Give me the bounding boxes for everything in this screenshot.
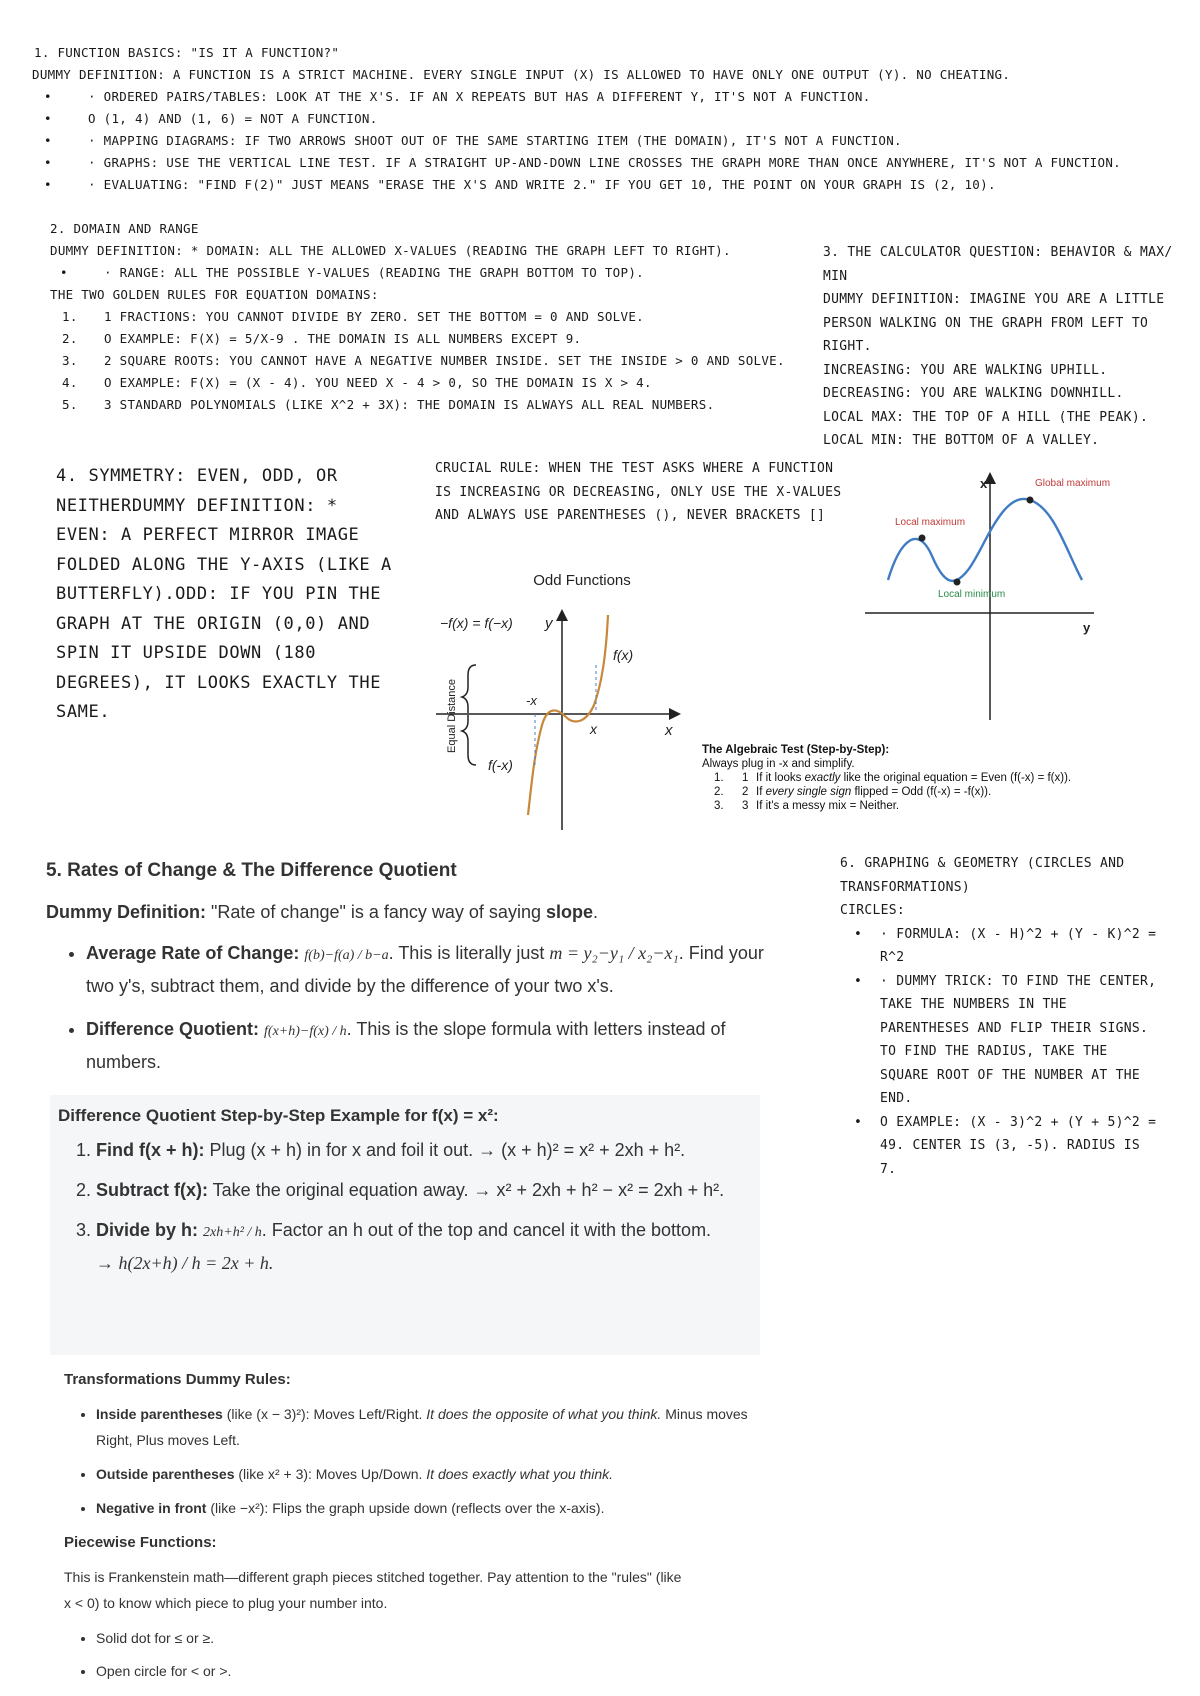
example-step-3-text: Factor an h out of the top and cancel it with the bottom. [266,1220,712,1240]
list-item [96,1461,764,1487]
arc-text-a: This is literally just [398,943,550,963]
dq-text: This is the slope formula with letters instead of numbers. [86,1019,726,1072]
max-min-y-label: y [1083,620,1091,635]
rule-3-label: Negative in front [96,1500,207,1516]
rule-1-text-a: (like (x − 3)²): Moves Left/Right. [222,1406,427,1422]
list-item: • Open circle for < or >. [96,1655,684,1688]
list-item: 4. O EXAMPLE: F(X) = (X - 4). YOU NEED X - 4 > 0, SO THE DOMAIN IS X > 4. [62,375,652,390]
difference-quotient-example [50,1095,760,1355]
odd-function-curve [528,615,608,815]
odd-functions-x-axis-label: x [665,722,673,739]
list-item [702,785,1192,799]
list-item: • O EXAMPLE: (X - 3)^2 + (Y + 5)^2 = 49. CENTER IS (3, -5). RADIUS IS 7. [854,1114,1157,1177]
max-min-graph [860,470,1200,725]
odd-functions-y-label: y [545,615,553,632]
local-min-label: Local minimum [938,589,1006,600]
definition-text-c: . [592,902,598,922]
example-step-3-result: → h(2x+h) / h = 2x + h. [96,1253,274,1273]
section-1-definition: DUMMY DEFINITION: A FUNCTION IS A STRICT MACHINE. EVERY SINGLE INPUT (X) IS ALLOWED TO HAVE ONLY ONE OUTPUT (Y). NO CHEATING. [32,67,1011,82]
global-max-label: Global maximum [1035,478,1111,489]
list-item: • · MAPPING DIAGRAMS: IF TWO ARROWS SHOOT OUT OF THE SAME STARTING ITEM (THE DOMAIN), IT'S NOT A FUNCTION. [44,133,902,148]
step-number: 3. [714,800,724,812]
section-3-local-max: LOCAL MAX: THE TOP OF A HILL (THE PEAK). [823,409,1149,425]
max-min-curve [888,499,1082,581]
step-text-c: like the original equation = Even (f(-x) = f(x)). [840,772,1072,784]
section-6-title: 6. GRAPHING & GEOMETRY (CIRCLES AND TRANSFORMATIONS) [840,856,1125,895]
list-item [96,1135,752,1165]
section-6-graphing [840,852,1160,1181]
piecewise-functions [64,1530,684,1688]
step-text-b: exactly [804,772,841,784]
list-item: • Average Rate of Change: f(b)−f(a) / b−a. This is literally just m = y₂−y₁ / x₂−x₁. Find your two y's, subtract them, and divide by the difference of your two x's. [86,938,766,1002]
step-text-a: If [756,786,766,798]
section-1-function-basics [34,42,1184,196]
local-min-point [954,579,961,586]
section-5-definition [46,897,766,928]
section-2-rule-text: 1 FRACTIONS: YOU CANNOT DIVIDE BY ZERO. SET THE BOTTOM = 0 AND SOLVE. [104,309,644,324]
section-5-rates [46,857,766,1078]
section-2-rule-text: O EXAMPLE: F(X) = 5/X-9 . THE DOMAIN IS ALL NUMBERS EXCEPT 9. [104,331,582,346]
section-3-decreasing: DECREASING: YOU ARE WALKING DOWNHILL. [823,386,1124,401]
global-max-point [1027,497,1034,504]
list-item [96,1495,764,1521]
crucial-rule [435,457,855,528]
step-text-c: flipped = Odd (f(-x) = -f(x)). [851,786,992,798]
section-4-text: 4. SYMMETRY: EVEN, ODD, OR NEITHERDUMMY DEFINITION: * EVEN: A PERFECT MIRROR IMAGE FOLDED ALONG THE Y-AXIS (LIKE A BUTTERFLY).ODD: IF YOU PIN THE GRAPH AT THE ORIGIN (0,0) AND SPIN IT UPSIDE DOWN (180 DEGREES), IT LOOKS EXACTLY THE SAME. [56,466,392,722]
section-2-domain-range [50,218,820,416]
section-4-symmetry [56,462,396,728]
list-item: • · RANGE: ALL THE POSSIBLE Y-VALUES (READING THE GRAPH BOTTOM TO TOP). [60,265,644,280]
section-1-item-text: O (1, 4) AND (1, 6) = NOT A FUNCTION. [88,111,378,126]
section-6-formula: · FORMULA: (X - H)^2 + (Y - K)^2 = R^2 [880,926,1157,965]
list-item: • · DUMMY TRICK: TO FIND THE CENTER, TAKE THE NUMBERS IN THE PARENTHESES AND FLIP THEIR SIGNS. TO FIND THE RADIUS, TAKE THE SQUARE ROOT OF THE NUMBER AT THE END. [854,973,1157,1106]
step-marker: 1 [742,772,749,784]
section-2-definition: DUMMY DEFINITION: * DOMAIN: ALL THE ALLOWED X-VALUES (READING THE GRAPH LEFT TO RIGHT). [50,243,731,258]
example-step-1-text: Plug (x + h) in for x and foil it out. → (x + h)² = x² + 2xh + h². [204,1140,686,1160]
list-item: • · ORDERED PAIRS/TABLES: LOOK AT THE X'S. IF AN X REPEATS BUT HAS A DIFFERENT Y, IT'S NOT A FUNCTION. [44,89,871,104]
odd-functions-graph [430,565,690,835]
rule-1-text-c: Minus moves Right, Plus moves Left. [96,1406,748,1448]
arc-text-b: Find your two y's, subtract them, and divide by the difference of your two x's. [86,943,764,996]
rule-2-label: Outside parentheses [96,1466,235,1482]
section-2-rules-title: THE TWO GOLDEN RULES FOR EQUATION DOMAINS: [50,287,379,302]
step-number: 1. [714,772,724,784]
dq-formula: f(x+h)−f(x) / h [264,1024,347,1039]
rule-2-text-b: It does exactly what you think. [426,1466,614,1482]
example-step-3-fraction: 2xh+h² / h [203,1225,262,1240]
list-item: 1. 1 FRACTIONS: YOU CANNOT DIVIDE BY ZERO. SET THE BOTTOM = 0 AND SOLVE. [62,309,644,324]
slope-formula: m = y₂−y₁ / x₂−x₁ [549,943,679,963]
section-5-title: 5. Rates of Change & The Difference Quotient [46,860,457,881]
list-item: • Difference Quotient: f(x+h)−f(x) / h. This is the slope formula with letters instead of numbers. [86,1014,766,1078]
section-2-rule-text: O EXAMPLE: F(X) = (X - 4). YOU NEED X - 4 > 0, SO THE DOMAIN IS X > 4. [104,375,652,390]
section-6-trick: · DUMMY TRICK: TO FIND THE CENTER, TAKE THE NUMBERS IN THE PARENTHESES AND FLIP THEIR SIGNS. TO FIND THE RADIUS, TAKE THE SQUARE ROOT OF THE NUMBER AT THE END. [880,973,1157,1106]
crucial-rule-text: CRUCIAL RULE: WHEN THE TEST ASKS WHERE A FUNCTION IS INCREASING OR DECREASING, ONLY USE THE X-VALUES AND ALWAYS USE PARENTHESES (), NEVER BRACKETS [] [435,461,842,523]
list-item: • · GRAPHS: USE THE VERTICAL LINE TEST. IF A STRAIGHT UP-AND-DOWN LINE CROSSES THE GRAPH MORE THAN ONCE ANYWHERE, IT'S NOT A FUNCTION. [44,155,1121,170]
rule-1-text-b: It does the opposite of what you think. [426,1406,662,1422]
local-max-label: Local maximum [895,517,966,528]
example-step-2-label: Subtract f(x): [96,1180,208,1200]
list-item [96,1175,752,1205]
definition-label: Dummy Definition: [46,902,206,922]
example-step-2-text: Take the original equation away. → x² + 2xh + h² − x² = 2xh + h². [208,1180,725,1200]
algebraic-test-intro: Always plug in -x and simplify. [702,758,855,770]
example-title: Difference Quotient Step-by-Step Example for f(x) = x²: [58,1106,499,1125]
algebraic-test-title: The Algebraic Test (Step-by-Step): [702,744,890,756]
step-text-a: If it's a messy mix = Neither. [756,800,900,812]
arc-formula: f(b)−f(a) / b−a [304,948,389,963]
definition-slope: slope [545,902,593,922]
section-3-definition: DUMMY DEFINITION: IMAGINE YOU ARE A LITTLE PERSON WALKING ON THE GRAPH FROM LEFT TO RIGHT. [823,292,1165,354]
list-item: • O (1, 4) AND (1, 6) = NOT A FUNCTION. [44,111,378,126]
list-item [96,1401,764,1453]
section-6-circles: CIRCLES: [840,903,906,918]
list-item: 3. 2 SQUARE ROOTS: YOU CANNOT HAVE A NEGATIVE NUMBER INSIDE. SET THE INSIDE > 0 AND SOLVE. [62,353,785,368]
algebraic-test [702,743,1192,813]
rule-2-text-a: (like x² + 3): Moves Up/Down. [234,1466,427,1482]
piecewise-title: Piecewise Functions: [64,1534,217,1551]
odd-functions-fx-label: f(x) [613,647,634,663]
equal-distance-brace-top [462,665,476,713]
step-text-a: If it looks [756,772,805,784]
rule-1-label: Inside parentheses [96,1406,223,1422]
section-1-item-text: · GRAPHS: USE THE VERTICAL LINE TEST. IF A STRAIGHT UP-AND-DOWN LINE CROSSES THE GRAPH MORE THAN ONCE ANYWHERE, IT'S NOT A FUNCTION. [88,155,1121,170]
list-item: 2. O EXAMPLE: F(X) = 5/X-9 . THE DOMAIN IS ALL NUMBERS EXCEPT 9. [62,331,582,346]
odd-functions-negx-label: -x [526,693,537,708]
dq-label: Difference Quotient: [86,1019,260,1039]
list-item: 3. Divide by h: 2xh+h² / h. Factor an h out of the top and cancel it with the bottom. → h(2x+h) / h = 2x + h. [96,1215,752,1278]
local-max-point [919,535,926,542]
step-marker: 3 [742,800,749,812]
step-number: 2. [714,786,724,798]
list-item: • · FORMULA: (X - H)^2 + (Y - K)^2 = R^2 [854,926,1157,965]
list-item: • · EVALUATING: "FIND F(2)" JUST MEANS "ERASE THE X'S AND WRITE 2." IF YOU GET 10, THE POINT ON YOUR GRAPH IS (2, 10). [44,177,996,192]
section-1-title: 1. FUNCTION BASICS: "IS IT A FUNCTION?" [34,45,340,60]
section-2-rule-text: 3 STANDARD POLYNOMIALS (LIKE X^2 + 3X): THE DOMAIN IS ALWAYS ALL REAL NUMBERS. [104,397,715,412]
equal-distance-label: Equal Distance [446,679,458,753]
section-3-increasing: INCREASING: YOU ARE WALKING UPHILL. [823,362,1108,378]
transformations [64,1367,764,1521]
transformations-title: Transformations Dummy Rules: [64,1371,291,1388]
list-item: • Solid dot for ≤ or ≥. [96,1622,684,1655]
section-2-range: · RANGE: ALL THE POSSIBLE Y-VALUES (READING THE GRAPH BOTTOM TO TOP). [104,265,644,280]
equal-distance-brace-bottom [462,715,476,765]
section-1-item-text: · EVALUATING: "FIND F(2)" JUST MEANS "ERASE THE X'S AND WRITE 2." IF YOU GET 10, THE POINT ON YOUR GRAPH IS (2, 10). [88,177,996,192]
list-item [702,771,1192,785]
odd-functions-title: Odd Functions [533,572,631,589]
section-1-item-text: · MAPPING DIAGRAMS: IF TWO ARROWS SHOOT OUT OF THE SAME STARTING ITEM (THE DOMAIN), IT'S NOT A FUNCTION. [88,133,902,148]
max-min-x-label: x [980,476,988,491]
piecewise-text: This is Frankenstein math—different graph pieces stitched together. Pay attention to the "rules" (like x < 0) to know which piece to plug your number into. [64,1569,682,1611]
odd-functions-x-tick-label: x [590,721,597,737]
section-2-rule-text: 2 SQUARE ROOTS: YOU CANNOT HAVE A NEGATIVE NUMBER INSIDE. SET THE INSIDE > 0 AND SOLVE. [104,353,785,368]
definition-text-a: "Rate of change" is a fancy way of saying [206,902,546,922]
section-1-item-text: · ORDERED PAIRS/TABLES: LOOK AT THE X'S. IF AN X REPEATS BUT HAS A DIFFERENT Y, IT'S NOT A FUNCTION. [88,89,871,104]
section-3-calculator [823,241,1188,453]
section-6-example: O EXAMPLE: (X - 3)^2 + (Y + 5)^2 = 49. CENTER IS (3, -5). RADIUS IS 7. [880,1114,1157,1177]
section-2-title: 2. DOMAIN AND RANGE [50,221,199,236]
section-3-local-min: LOCAL MIN: THE BOTTOM OF A VALLEY. [823,433,1100,448]
rule-3-text-a: (like −x²): Flips the graph upside down (reflects over the x-axis). [206,1500,605,1516]
arc-label: Average Rate of Change: [86,943,300,963]
section-3-title: 3. THE CALCULATOR QUESTION: BEHAVIOR & MAX/ MIN [823,245,1173,284]
odd-functions-fnegx-label: f(-x) [488,757,513,773]
step-marker: 2 [742,786,749,798]
list-item [702,799,1192,813]
example-step-1-label: Find f(x + h): [96,1140,205,1160]
example-step-3-label: Divide by h: [96,1220,199,1240]
list-item: 5. 3 STANDARD POLYNOMIALS (LIKE X^2 + 3X): THE DOMAIN IS ALWAYS ALL REAL NUMBERS. [62,397,715,412]
step-text-b: every single sign [765,786,852,798]
odd-functions-equation: −f(x) = f(−x) [440,615,513,631]
